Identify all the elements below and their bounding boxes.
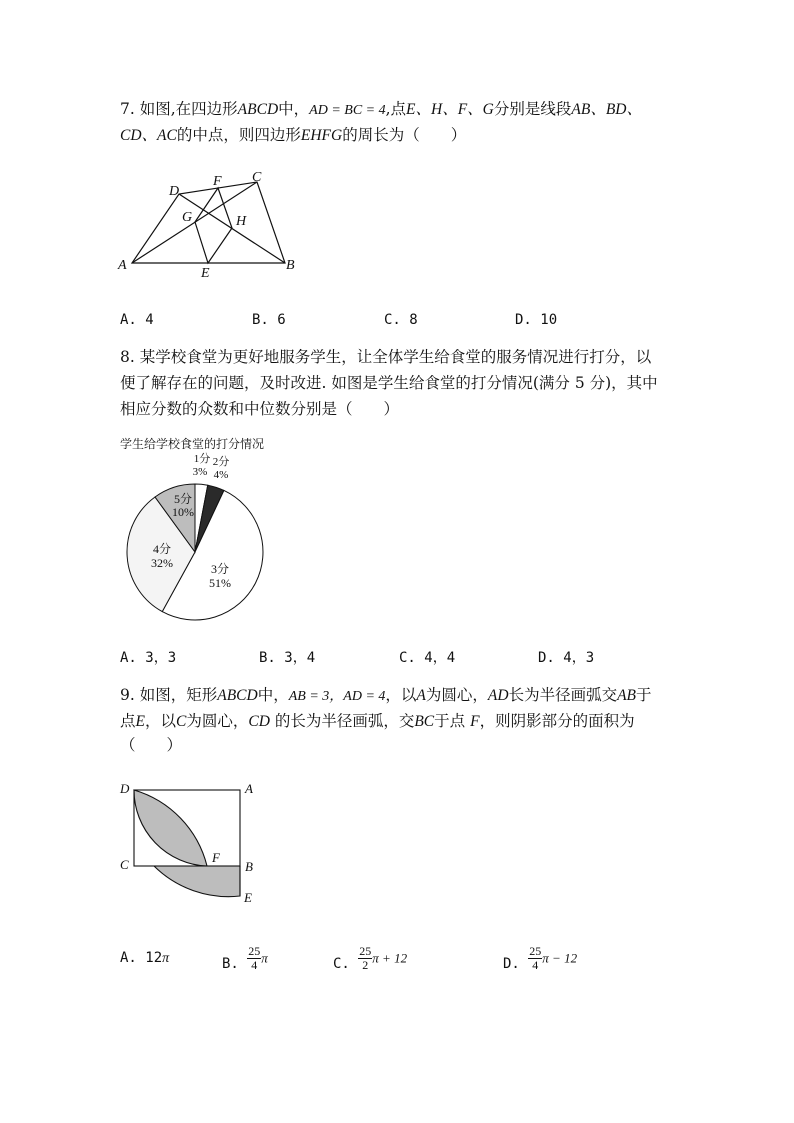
q9-option-b-fraction	[247, 945, 261, 972]
q7-text: 如图,在四边形	[139, 100, 238, 118]
q9-option-c-fraction	[358, 945, 372, 972]
q8-line3: 相应分数的众数和中位数分别是（ ）	[120, 400, 400, 418]
q9-segment: AB	[617, 687, 637, 704]
q9-text: 于	[636, 686, 652, 704]
q7-segments: CD、AC	[120, 127, 177, 144]
pie-slice-percent: 32%	[151, 556, 173, 570]
q9-line3: （ ）	[120, 736, 183, 754]
q9-option-c-letter: C.	[333, 956, 350, 972]
q9-label-d: D	[120, 781, 130, 796]
q9-point: A	[416, 687, 426, 704]
q7-option-b[interactable]: B. 6	[252, 312, 286, 328]
q9-option-d-letter: D.	[503, 956, 520, 972]
q9-option-b-letter: B.	[222, 956, 239, 972]
q7-label-a: A	[118, 258, 127, 273]
q9-option-a-pi: π	[162, 951, 170, 966]
fraction-numerator: 25	[359, 944, 372, 958]
q9-text: 为圆心，	[425, 686, 488, 704]
q7-quad-outline	[132, 182, 285, 263]
q9-rectangle-diagram	[115, 780, 265, 910]
q7-option-c[interactable]: C. 8	[384, 312, 418, 328]
q7-option-a[interactable]: A. 4	[120, 312, 154, 328]
q9-shaded-lens	[134, 790, 207, 866]
q7-points: E、H、F、G	[406, 101, 494, 118]
q9-text: 于点	[434, 712, 471, 730]
fraction-numerator: 25	[248, 944, 261, 958]
q7-label-b: B	[286, 258, 295, 273]
q9-option-c-tail: π + 12	[372, 950, 408, 966]
q8-option-b[interactable]: B. 3，4	[259, 650, 316, 666]
pie-slice-percent: 10%	[172, 505, 194, 519]
q9-text: 长为半径画弧交	[508, 686, 618, 704]
q9-text: ，以	[385, 686, 417, 704]
q9-rect: ABCD	[217, 687, 258, 704]
q7-text: 的周长为（ ）	[342, 126, 467, 144]
q9-label-f: F	[212, 850, 220, 865]
q7-quad-abcd: ABCD	[237, 101, 279, 118]
q9-point: C	[176, 713, 187, 730]
q9-text: 的长为半径画弧，交	[269, 712, 415, 730]
pie-slice-label: 5分	[173, 492, 193, 506]
q9-label-c: C	[120, 857, 129, 872]
q7-line2	[120, 122, 466, 149]
q8-line1: 8. 某学校食堂为更好地服务学生，让全体学生给食堂的服务情况进行打分，以	[120, 348, 652, 366]
q9-text: 为圆心，	[186, 712, 249, 730]
pie-slice-label: 4分	[152, 542, 172, 556]
q7-equation: AD = BC = 4	[309, 103, 386, 118]
q9-option-a[interactable]	[120, 950, 169, 967]
q9-line2	[120, 708, 635, 735]
q9-text: ，以	[144, 712, 176, 730]
q7-number: 7.	[120, 100, 135, 118]
q9-equation: AB = 3，AD = 4	[288, 689, 386, 704]
q7-label-g: G	[182, 210, 193, 225]
pie-slice-percent: 4%	[213, 469, 229, 481]
fraction-denominator: 4	[532, 958, 539, 972]
fraction-denominator: 4	[251, 958, 258, 972]
pie-slice-label: 2分	[212, 456, 230, 468]
q7-quadrilateral-diagram	[115, 165, 305, 280]
q9-point: F	[470, 713, 480, 730]
pie-slice-percent: 51%	[209, 576, 231, 590]
q9-option-b-tail: π	[261, 950, 268, 966]
q7-quad-ehfg: EHFG	[300, 127, 343, 144]
q8-option-d[interactable]: D. 4，3	[538, 650, 595, 666]
q7-text: 分别是线段	[493, 100, 572, 118]
pie-chart	[115, 448, 275, 623]
q8-option-c[interactable]: C. 4，4	[399, 650, 456, 666]
q9-text: 中，	[257, 686, 289, 704]
q9-point: E	[135, 713, 145, 730]
q7-text: ,点	[385, 100, 407, 118]
q9-segment: BC	[414, 713, 435, 730]
fraction-denominator: 2	[362, 958, 369, 972]
q9-option-d-tail: π − 12	[542, 950, 578, 966]
q9-number: 9.	[120, 686, 135, 704]
pie-slice-label: 1分	[193, 453, 211, 465]
pie-slice-label: 3分	[210, 562, 230, 576]
q7-label-c: C	[252, 170, 262, 185]
q8-line2: 便了解存在的问题，及时改进. 如图是学生给食堂的打分情况(满分 5 分)，其中	[120, 374, 658, 392]
fraction-numerator: 25	[529, 944, 542, 958]
q8-option-a[interactable]: A. 3，3	[120, 650, 177, 666]
q9-segment: CD	[248, 713, 270, 730]
q9-option-d-fraction	[528, 945, 542, 972]
q9-text: 如图，矩形	[139, 686, 218, 704]
q9-option-d[interactable]	[503, 940, 577, 972]
q9-shaded-sector	[154, 866, 240, 897]
pie-slice-percent: 3%	[192, 466, 208, 478]
q7-text: 中，	[278, 100, 310, 118]
q7-segments: AB、BD、	[571, 101, 642, 118]
q9-segment: AD	[487, 687, 509, 704]
q7-text: 的中点，则四边形	[176, 126, 301, 144]
q9-line1	[120, 682, 652, 710]
q9-text: 点	[120, 712, 136, 730]
q7-label-e: E	[201, 266, 210, 280]
q7-label-h: H	[236, 214, 247, 229]
q9-option-c[interactable]	[333, 940, 407, 972]
q9-option-b[interactable]	[222, 940, 268, 972]
q9-label-b: B	[245, 859, 253, 874]
q9-label-a: A	[245, 781, 253, 796]
q9-label-e: E	[244, 890, 252, 905]
pie-chart-title: 学生给学校食堂的打分情况	[120, 437, 265, 451]
q7-option-d[interactable]: D. 10	[515, 312, 558, 328]
q7-label-f: F	[213, 174, 222, 189]
q9-option-a-text: A. 12	[120, 950, 163, 966]
q7-line1	[120, 96, 680, 124]
q7-label-d: D	[169, 184, 180, 199]
q9-text: ，则阴影部分的面积为	[479, 712, 635, 730]
